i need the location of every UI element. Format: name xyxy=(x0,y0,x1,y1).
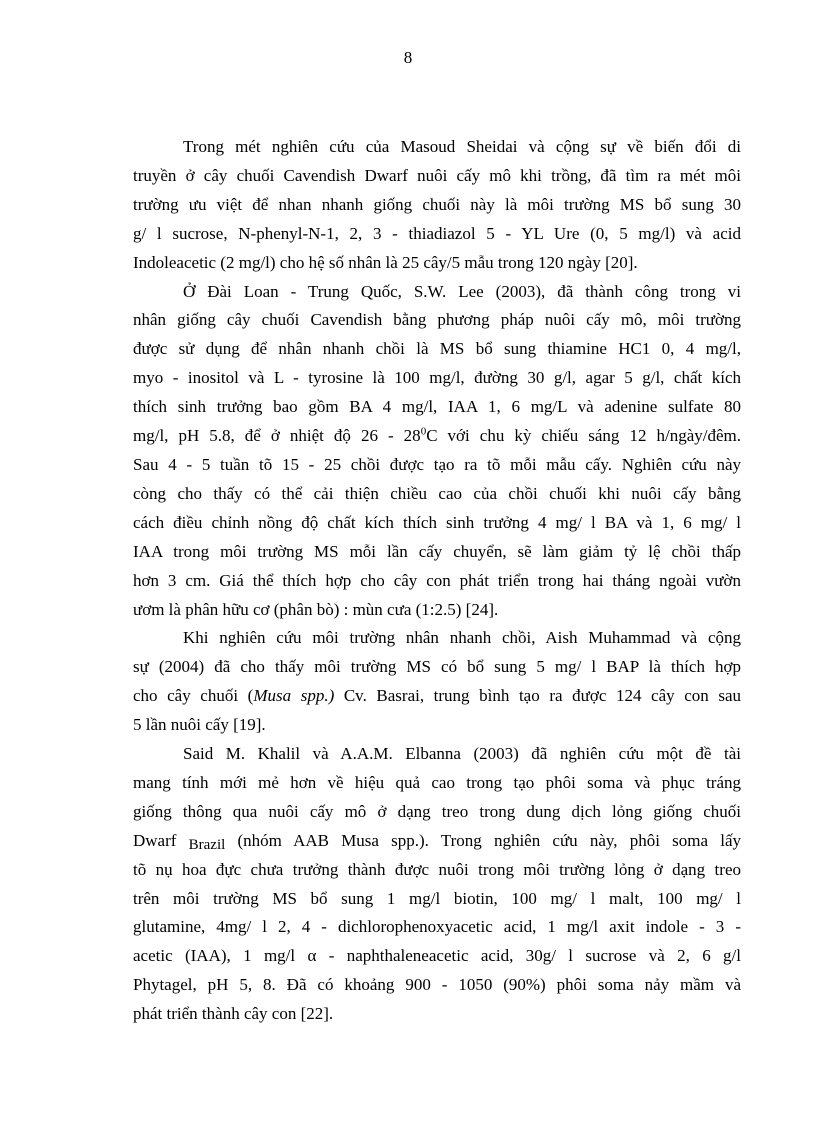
text-segment: cho cây chuối ( xyxy=(133,686,254,706)
text-line: Phytagel, pH 5, 8. Đã có khoảng 900 - 1050 (90%) phôi soma nảy mầm và xyxy=(133,975,741,995)
text-line: Sau 4 - 5 tuần tõ 15 - 25 chồi được tạo ra tõ mỗi mẫu cấy. Nghiên cứu này xyxy=(133,454,741,474)
text-line xyxy=(133,422,741,451)
paragraph-2 xyxy=(133,278,741,625)
text-line: tõ nụ hoa đực chưa trưởng thành được nuôi trong môi trường lỏng ở dạng treo xyxy=(133,859,741,879)
text-line: 5 lần nuôi cấy [19]. xyxy=(133,715,266,735)
text-segment: mg/l, pH 5.8, để ở nhiệt độ 26 - 28 xyxy=(133,426,421,446)
text-line: hơn 3 cm. Giá thể thích hợp cho cây con phát triển trong hai tháng ngoài vườn xyxy=(133,570,741,590)
text-line: phát triển thành cây con [22]. xyxy=(133,1004,334,1024)
paragraph-4 xyxy=(133,740,741,1029)
text-segment: Dwarf xyxy=(133,830,189,850)
text-segment: Cv. Basrai, trung bình tạo ra được 124 cây con sau xyxy=(334,686,742,706)
text-line: glutamine, 4mg/ l 2, 4 - dichlorophenoxyacetic acid, 1 mg/l axit indole - 3 - xyxy=(133,917,741,937)
text-line: thích sinh trưởng bao gồm BA 4 mg/l, IAA 1, 6 mg/L và adenine sulfate 80 xyxy=(133,397,741,417)
text-line: Trong mét nghiên cứu của Masoud Sheidai và cộng sự về biến đổi di xyxy=(183,137,741,156)
text-line: Khi nghiên cứu môi trường nhân nhanh chồi, Aish Muhammad và cộng xyxy=(183,628,741,648)
text-line: IAA trong môi trường MS mỗi lần cấy chuyển, sẽ làm giảm tỷ lệ chồi thấp xyxy=(133,541,741,561)
superscript: 0 xyxy=(420,425,427,438)
text-segment: C với chu kỳ chiếu sáng 12 h/ngày/đêm. xyxy=(426,426,741,446)
text-line: được sử dụng để nhân nhanh chồi là MS bổ sung thiamine HC1 0, 4 mg/l, xyxy=(133,339,741,359)
text-line: truyền ở cây chuối Cavendish Dwarf nuôi cấy mô khi trồng, đã tìm ra mét môi xyxy=(133,165,741,185)
text-line: sự (2004) đã cho thấy môi trường MS có bổ sung 5 mg/ l BAP là thích hợp xyxy=(133,657,741,677)
text-segment: (nhóm AAB Musa spp.). Trong nghiên cứu này, phôi soma lấy xyxy=(225,830,742,850)
subscript: Brazil xyxy=(188,836,226,853)
paragraph-1 xyxy=(133,133,741,278)
text-line: cách điều chỉnh nồng độ chất kích thích sinh trưởng 4 mg/ l BA và 1, 6 mg/ l xyxy=(133,512,741,532)
page-number: 8 xyxy=(403,48,413,67)
text-line: Indoleacetic (2 mg/l) cho hệ số nhân là 25 cây/5 mẫu trong 120 ngày [20]. xyxy=(133,252,638,272)
text-line: nhân giống cây chuối Cavendish bằng phương pháp nuôi cấy mô, môi trường xyxy=(133,310,741,330)
text-line: giống thông qua nuôi cấy mô ở dạng treo trong dung dịch lỏng giống chuối xyxy=(133,801,741,821)
text-line xyxy=(133,827,741,856)
text-line: Said M. Khalil và A.A.M. Elbanna (2003) đã nghiên cứu một đề tài xyxy=(183,744,741,764)
text-line: ươm là phân hữu cơ (phân bò) : mùn cưa (1:2.5) [24]. xyxy=(133,599,499,619)
text-line: acetic (IAA), 1 mg/l α - naphthaleneacetic acid, 30g/ l sucrose và 2, 6 g/l xyxy=(133,946,741,966)
italic-species-name: Musa spp.) xyxy=(253,686,335,706)
text-line: g/ l sucrose, N-phenyl-N-1, 2, 3 - thiadiazol 5 - YL Ure (0, 5 mg/l) và acid xyxy=(133,223,741,243)
paragraph-3 xyxy=(133,624,741,740)
text-line: trường ưu việt để nhan nhanh giống chuối này là môi trường MS bổ sung 30 xyxy=(133,194,741,214)
text-line: mang tính mới mẻ hơn về hiệu quả cao trong tạo phôi soma và phục tráng xyxy=(133,772,741,792)
document-body xyxy=(133,133,741,1029)
text-line: trên môi trường MS bổ sung 1 mg/l biotin, 100 mg/ l malt, 100 mg/ l xyxy=(133,888,741,908)
text-line xyxy=(133,682,741,711)
text-line: myo - inositol và L - tyrosine là 100 mg/l, đường 30 g/l, agar 5 g/l, chất kích xyxy=(133,368,741,388)
text-line: còng cho thấy có thể cải thiện chiều cao của chồi chuối khi nuôi cấy bằng xyxy=(133,483,741,503)
text-line: Ở Đài Loan - Trung Quốc, S.W. Lee (2003), đã thành công trong vi xyxy=(183,281,741,301)
